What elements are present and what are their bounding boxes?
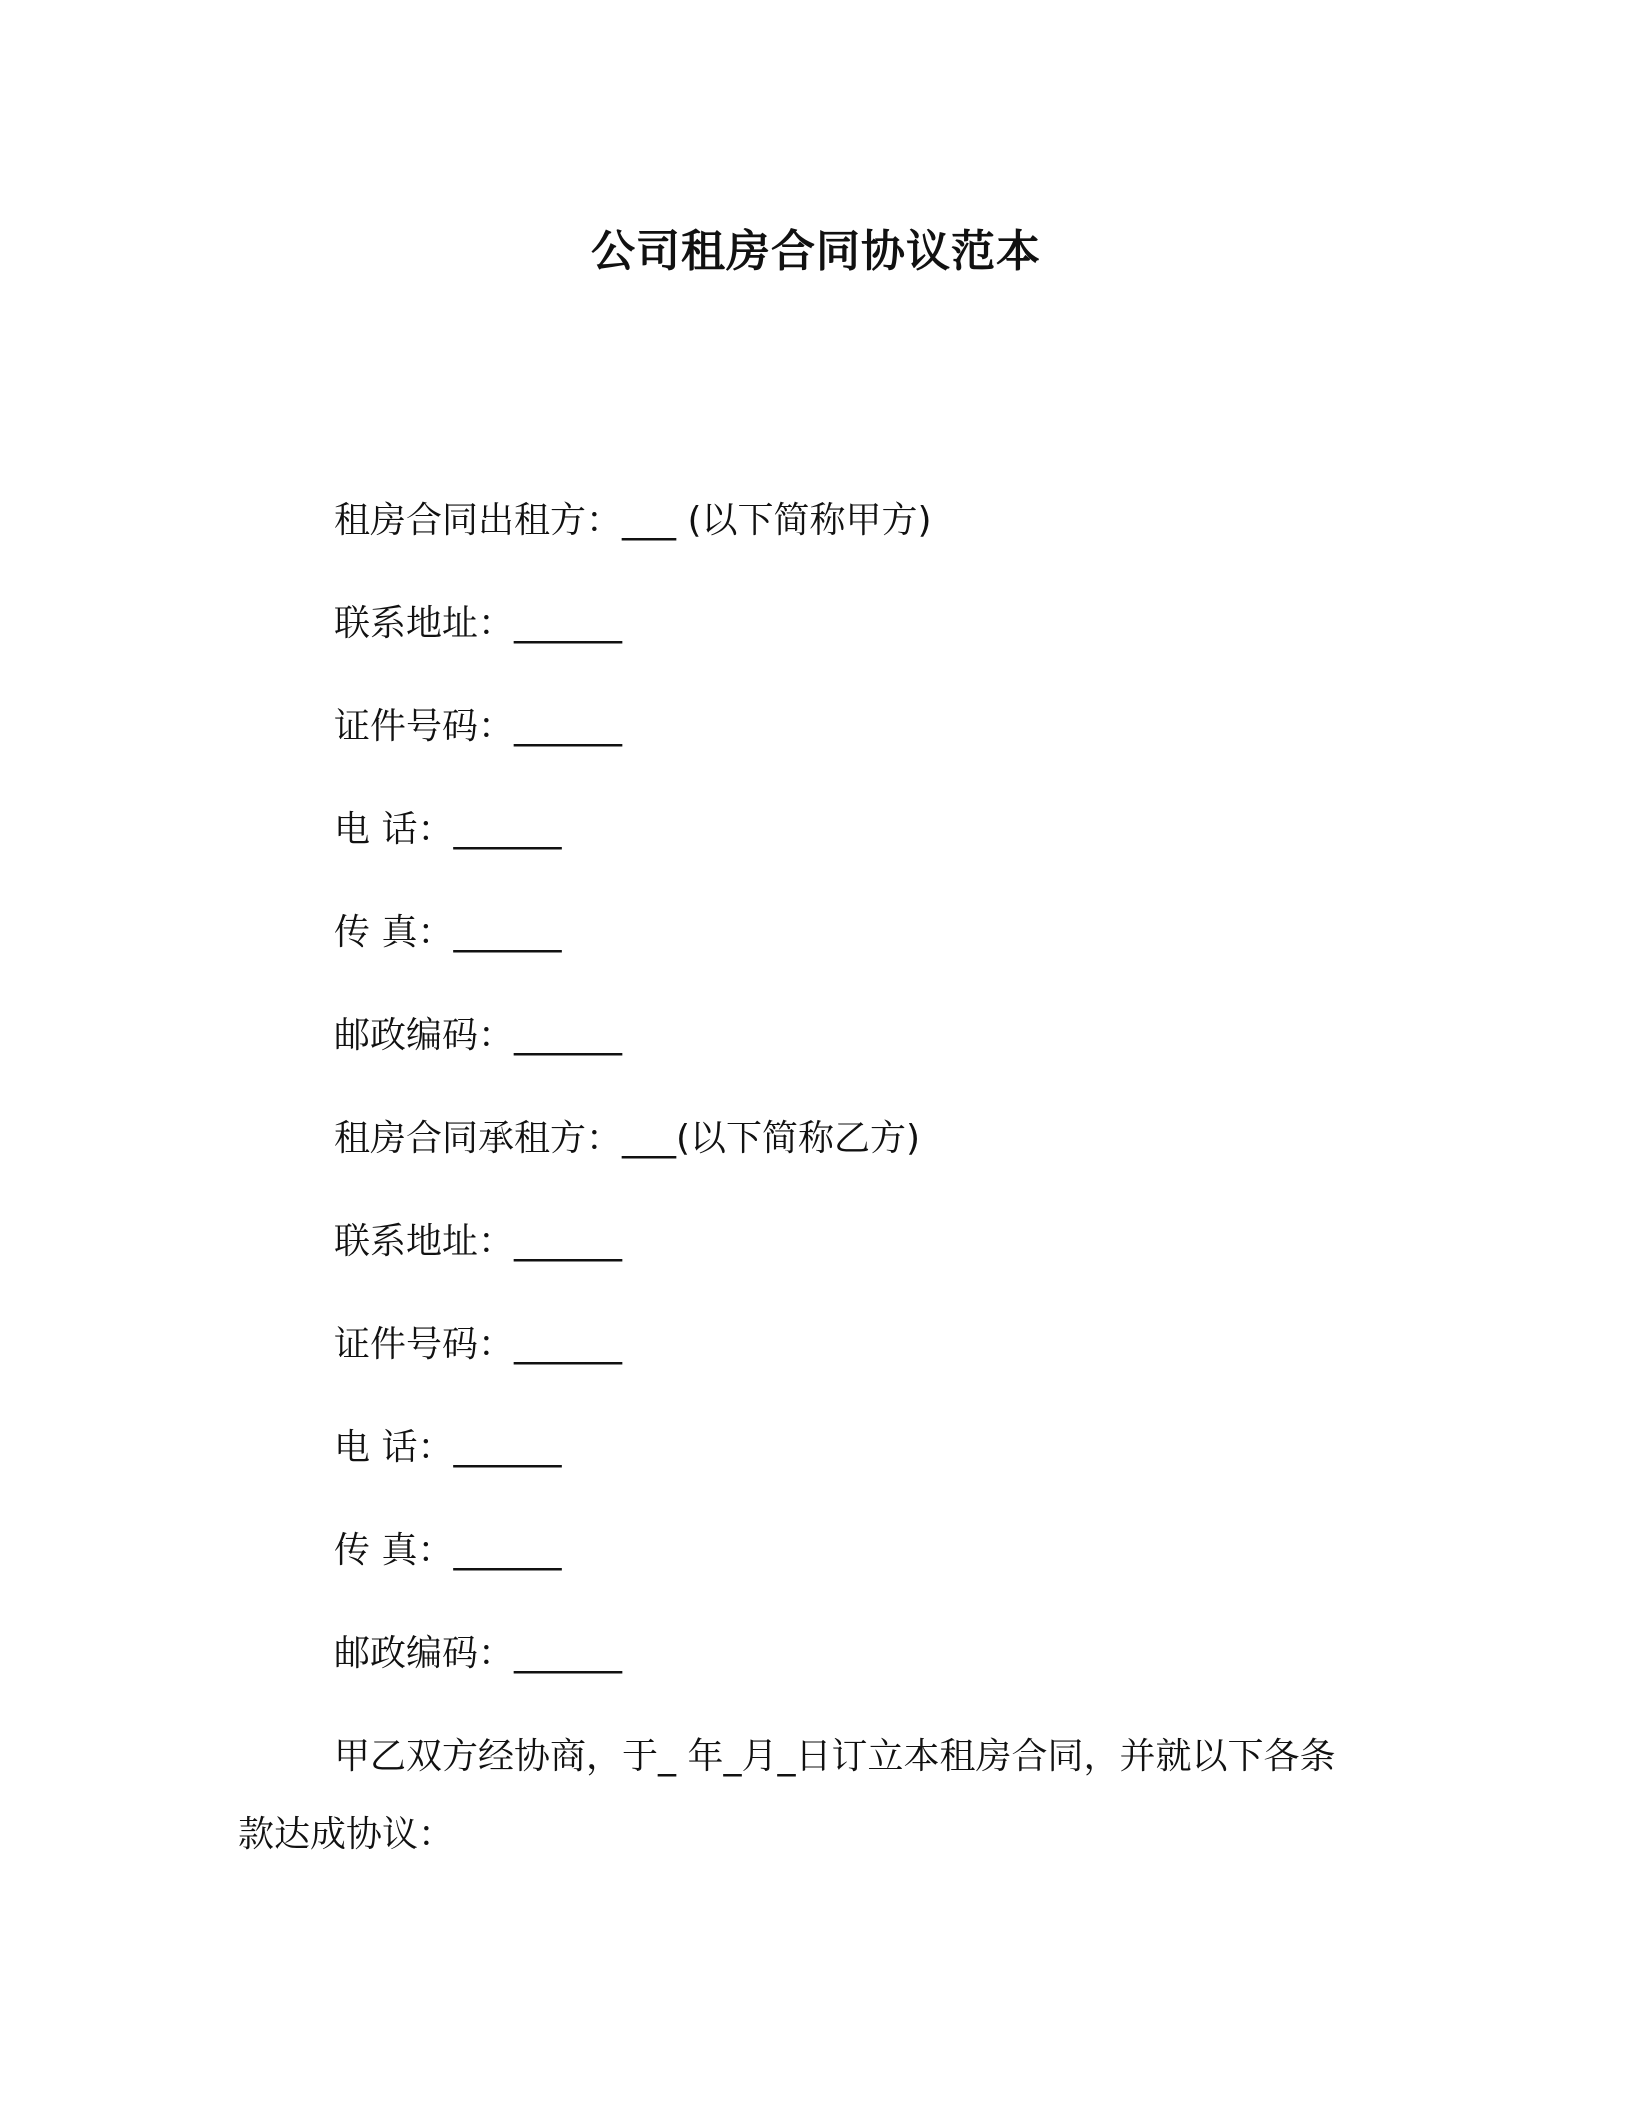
lessor-address-field: 联系地址：______ [334,603,623,644]
lessor-fax-field: 传 真：______ [334,912,562,953]
lessee-phone-field: 电 话：______ [334,1427,562,1468]
lessee-postcode-field: 邮政编码：______ [334,1633,623,1674]
agreement-line-2: 款达成协议： [238,1814,455,1855]
lessor-postcode-field: 邮政编码：______ [334,1015,623,1056]
document-title: 公司租房合同协议范本 [591,226,1041,277]
lessee-address-field: 联系地址：______ [334,1221,623,1262]
lessor-name-field: 租房合同出租方：___ (以下简称甲方) [334,500,932,541]
lessee-name-field: 租房合同承租方：___(以下简称乙方) [334,1118,921,1159]
agreement-paragraph [238,1732,1388,1860]
lessor-phone-field: 电 话：______ [334,809,562,850]
lessee-fax-field: 传 真：______ [334,1530,562,1571]
agreement-line-1: 甲乙双方经协商，于_ 年_月_日订立本租房合同，并就以下各条 [334,1736,1336,1777]
lessor-id-number-field: 证件号码：______ [334,706,623,747]
lessee-id-number-field: 证件号码：______ [334,1324,623,1365]
